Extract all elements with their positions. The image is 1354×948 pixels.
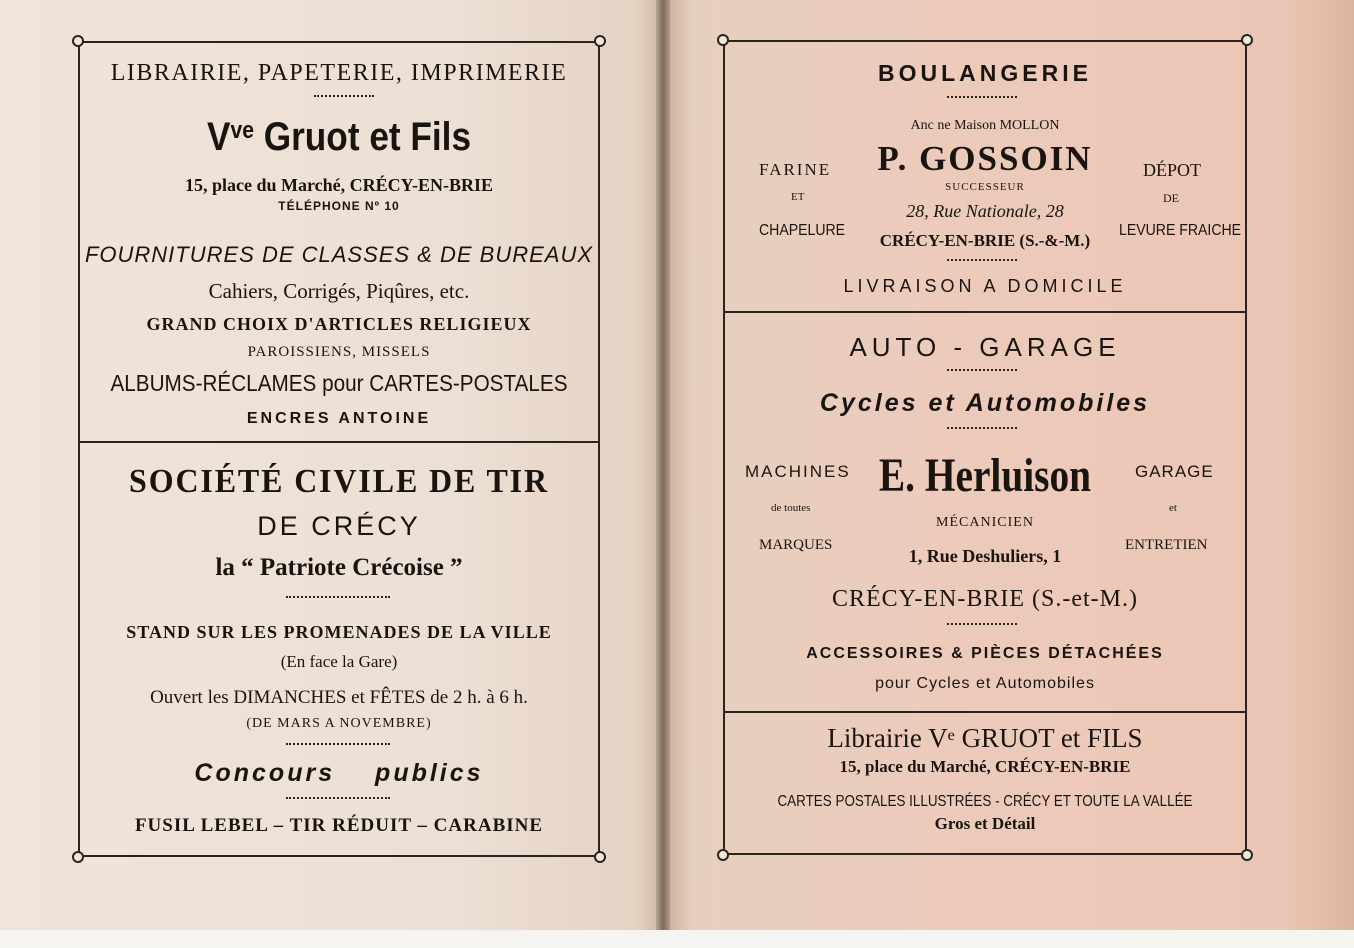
bakery-right-bottom: LEVURE FRAICHE	[1119, 222, 1242, 239]
ornament-rule	[947, 96, 1017, 98]
corner-ornament-icon	[1241, 849, 1253, 861]
baker-city: CRÉCY-EN-BRIE (S.-&-M.)	[879, 231, 1091, 250]
contests-line: Concours publics	[194, 759, 484, 787]
bakery-left-bottom: CHAPELURE	[759, 222, 846, 239]
bookshop-address-right: 15, place du Marché, CRÉCY-EN-BRIE	[839, 757, 1131, 776]
ornament-rule	[286, 596, 390, 598]
section-divider	[725, 711, 1245, 713]
missals-line: PAROISSIENS, MISSELS	[247, 344, 431, 360]
book-gutter	[656, 0, 670, 948]
bakery-left-top: FARINE	[759, 160, 832, 179]
bookshop-banner: Librairie Ve GRUOT et FILS	[827, 723, 1143, 753]
bakery-left-mid: ET	[791, 191, 805, 203]
garage-left-top: MACHINES	[745, 462, 851, 481]
religious-articles: GRAND CHOIX D'ARTICLES RELIGIEUX	[146, 314, 532, 334]
society-place: DE CRÉCY	[257, 511, 421, 541]
bookshop-name: $V^{ve}$ Gruot et Fils	[206, 115, 472, 159]
bakery-right-top: DÉPOT	[1143, 160, 1201, 180]
corner-ornament-icon	[594, 851, 606, 863]
ornament-rule	[286, 743, 390, 745]
ornament-rule	[286, 797, 390, 799]
scan-margin	[0, 930, 1354, 948]
left-advert-frame	[78, 41, 600, 857]
bookshop-phone: TÉLÉPHONE Nº 10	[278, 199, 400, 213]
albums-line: ALBUMS-RÉCLAMES pour CARTES-POSTALES	[110, 370, 568, 396]
corner-ornament-icon	[72, 851, 84, 863]
garage-city: CRÉCY-EN-BRIE (S.-et-M.)	[832, 586, 1138, 612]
inks-line: ENCRES ANTOINE	[246, 410, 432, 427]
society-title: SOCIÉTÉ CIVILE DE TIR	[129, 463, 549, 500]
accessories-line: ACCESSOIRES & PIÈCES DÉTACHÉES	[806, 645, 1164, 662]
delivery-line: LIVRAISON A DOMICILE	[843, 276, 1127, 296]
corner-ornament-icon	[1241, 34, 1253, 46]
garage-right-top: GARAGE	[1135, 462, 1214, 481]
opening-hours: Ouvert les DIMANCHES et FÊTES de 2 h. à 6 h.	[150, 687, 528, 708]
section-divider	[725, 311, 1245, 313]
bookshop-header: LIBRAIRIE, PAPETERIE, IMPRIMERIE	[110, 60, 568, 86]
postcards-line: CARTES POSTALES ILLUSTRÉES - CRÉCY ET TOUTE LA VALLÉE	[777, 793, 1193, 810]
mechanic-name: E. Herluison	[878, 449, 1092, 502]
garage-title: AUTO - GARAGE	[849, 332, 1121, 362]
garage-right-mid: et	[1169, 502, 1177, 514]
baker-address: 28, Rue Nationale, 28	[906, 201, 1064, 221]
successor-line: SUCCESSEUR	[945, 181, 1025, 193]
corner-ornament-icon	[717, 34, 729, 46]
corner-ornament-icon	[594, 35, 606, 47]
weapons-line: FUSIL LEBEL – TIR RÉDUIT – CARABINE	[134, 815, 544, 836]
ornament-rule	[947, 259, 1017, 261]
bakery-right-mid: DE	[1163, 191, 1179, 205]
ornament-rule	[947, 623, 1017, 625]
stand-line: STAND SUR LES PROMENADES DE LA VILLE	[126, 622, 552, 642]
accessories-for: pour Cycles et Automobiles	[875, 675, 1095, 692]
garage-left-mid: de toutes	[771, 502, 811, 514]
garage-right-bottom: ENTRETIEN	[1125, 537, 1208, 553]
garage-subtitle: Cycles et Automobiles	[819, 389, 1151, 417]
corner-ornament-icon	[72, 35, 84, 47]
ornament-rule	[947, 427, 1017, 429]
garage-left-bottom: MARQUES	[759, 537, 833, 553]
ornament-rule	[947, 369, 1017, 371]
corner-ornament-icon	[717, 849, 729, 861]
bookshop-address: 15, place du Marché, CRÉCY-EN-BRIE	[184, 175, 493, 195]
society-name: la “ Patriote Crécoise ”	[215, 554, 463, 581]
supplies-items: Cahiers, Corrigés, Piqûres, etc.	[208, 279, 470, 303]
wholesale-line: Gros et Détail	[934, 814, 1036, 833]
right-advert-frame	[723, 40, 1247, 855]
stand-location: (En face la Gare)	[280, 652, 398, 671]
ornament-rule	[314, 95, 374, 97]
bakery-title: BOULANGERIE	[878, 60, 1092, 86]
baker-name: P. GOSSOIN	[877, 139, 1093, 178]
mechanic-address: 1, Rue Deshuliers, 1	[908, 546, 1062, 566]
season-line: (DE MARS A NOVEMBRE)	[246, 716, 432, 731]
former-house: Anc ne Maison MOLLON	[910, 118, 1060, 133]
mechanic-role: MÉCANICIEN	[936, 515, 1034, 530]
section-divider	[80, 441, 598, 443]
supplies-line: FOURNITURES DE CLASSES & DE BUREAUX	[84, 242, 594, 267]
